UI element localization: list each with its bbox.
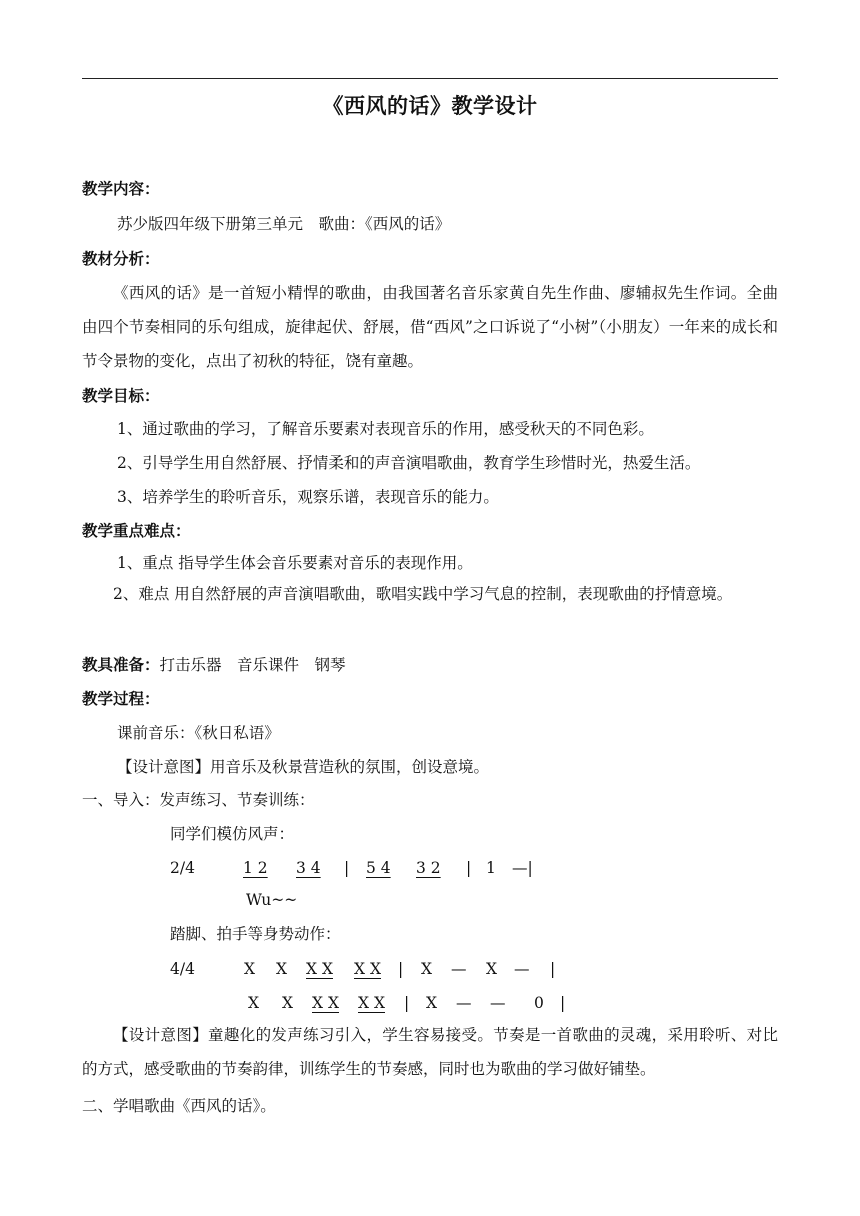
keypoints-heading: 教学重点难点： xyxy=(82,521,191,540)
rhythm-note: X xyxy=(276,960,288,978)
melody-end: —| xyxy=(512,859,533,877)
rhythm-rest: 0 xyxy=(534,994,544,1012)
analysis-paragraph: 《西风的话》是一首短小精悍的歌曲，由我国著名音乐家黄自先生作曲、廖辅叔先生作词。全曲由四个节奏相同的乐句组成，旋律起伏、舒展，借“西风”之口诉说了“小树”（小朋友）一年来的成长和节令景物的变化，点出了初秋的特征，饶有童趣。 xyxy=(82,284,778,370)
barline: | xyxy=(560,994,566,1012)
tools-line xyxy=(82,654,346,676)
melody-note-group: 5 4 xyxy=(366,859,391,877)
melody-note: 1 xyxy=(486,859,496,877)
meter-2-4: 2/4 xyxy=(170,859,195,877)
pre-class-music: 课前音乐：《秋日私语》 xyxy=(117,724,280,742)
goals-heading: 教学目标： xyxy=(82,386,160,405)
body-movement-instruction: 踏脚、拍手等身势动作： xyxy=(170,925,341,943)
rhythm-dash: — xyxy=(514,960,530,978)
rhythm-note-pair: X X xyxy=(358,994,385,1012)
tools-text: 打击乐器 音乐课件 钢琴 xyxy=(159,656,346,674)
barline: | xyxy=(550,960,556,978)
section-2-heading: 二、学唱歌曲《西风的话》。 xyxy=(82,1097,276,1115)
rhythm-note: X xyxy=(486,960,498,978)
tools-heading: 教具准备： xyxy=(82,655,160,674)
section-1-heading: 一、导入：发声练习、节奏训练： xyxy=(82,791,315,809)
meter-4-4: 4/4 xyxy=(170,960,195,978)
rhythm-note: X xyxy=(426,994,438,1012)
rhythm-note: X xyxy=(248,994,260,1012)
rhythm-dash: — xyxy=(451,960,467,978)
content-text: 苏少版四年级下册第三单元 歌曲：《西风的话》 xyxy=(117,215,451,233)
barline: | xyxy=(398,960,404,978)
goal-item-1: 1、通过歌曲的学习，了解音乐要素对表现音乐的作用，感受秋天的不同色彩。 xyxy=(117,420,654,438)
rhythm-note: X xyxy=(244,960,256,978)
design-intent-2: 【设计意图】童趣化的发声练习引入，学生容易接受。节奏是一首歌曲的灵魂，采用聆听、对比的方式，感受歌曲的节奏韵律，训练学生的节奏感，同时也为歌曲的学习做好铺垫。 xyxy=(82,1026,778,1078)
barline: | xyxy=(466,859,472,877)
rhythm-dash: — xyxy=(456,994,472,1012)
melody-note-group: 3 2 xyxy=(416,859,441,877)
analysis-heading: 教材分析： xyxy=(82,249,160,268)
melody-note-group: 1 2 xyxy=(243,859,268,877)
content-heading: 教学内容： xyxy=(82,179,160,198)
process-heading: 教学过程： xyxy=(82,689,160,708)
barline: | xyxy=(404,994,410,1012)
melody-note-group: 3 4 xyxy=(296,859,321,877)
imitate-instruction: 同学们模仿风声： xyxy=(170,825,295,843)
goal-item-2: 2、引导学生用自然舒展、抒情柔和的声音演唱歌曲，教育学生珍惜时光，热爱生活。 xyxy=(117,454,701,472)
rhythm-note: X xyxy=(421,960,433,978)
keypoint-item-2: 2、难点 用自然舒展的声音演唱歌曲，歌唱实践中学习气息的控制，表现歌曲的抒情意境。 xyxy=(113,585,733,603)
rhythm-note-pair: X X xyxy=(306,960,333,978)
header-rule xyxy=(82,78,778,79)
goal-item-3: 3、培养学生的聆听音乐，观察乐谱，表现音乐的能力。 xyxy=(117,488,499,506)
keypoint-item-1: 1、重点 指导学生体会音乐要素对音乐的表现作用。 xyxy=(117,554,473,572)
melody-syllable: Wu~~ xyxy=(246,891,298,909)
document-title: 《西风的话》教学设计 xyxy=(322,94,538,118)
design-intent-1: 【设计意图】用音乐及秋景营造秋的氛围，创设意境。 xyxy=(117,758,490,776)
barline: | xyxy=(344,859,350,877)
rhythm-note-pair: X X xyxy=(354,960,381,978)
rhythm-dash: — xyxy=(490,994,506,1012)
rhythm-note: X xyxy=(282,994,294,1012)
rhythm-note-pair: X X xyxy=(312,994,339,1012)
